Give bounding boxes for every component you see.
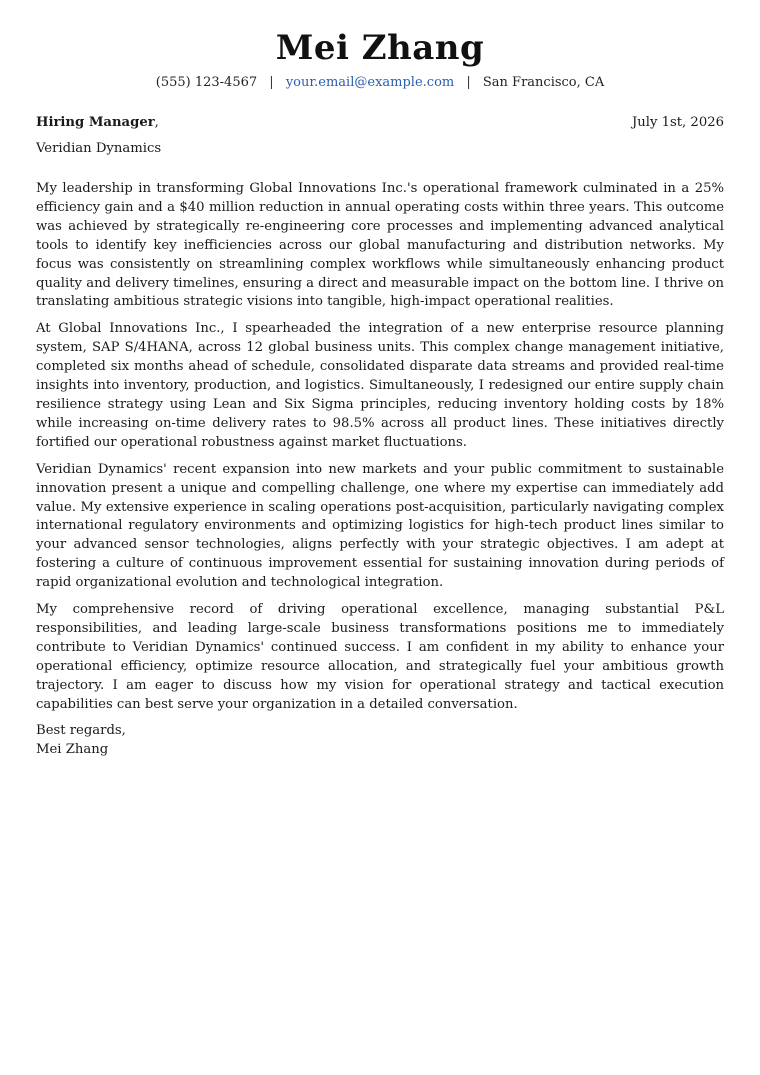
- letter-body: [36, 180, 724, 714]
- contact-line: [36, 74, 724, 92]
- phone-number: (555) 123-4567: [155, 75, 258, 90]
- body-paragraph-2: At Global Innovations Inc., I spearheaded the integration of a new enterprise resource planning system, SAP S/4HANA, across 12 global business units. This complex change management initiative, completed six months ahead of schedule, consolidated disparate data streams and provided real-time insights into inventory, production, and logistics. Simultaneously, I redesigned our entire supply chain resilience strategy using Lean and Six Sigma principles, reducing inventory holding costs by 18% while increasing on-time delivery rates to 98.5% across all product lines. These initiatives directly fortified our operational robustness against market fluctuations.: [36, 321, 724, 450]
- closing-signature: Mei Zhang: [36, 742, 109, 758]
- body-paragraph-1: My leadership in transforming Global Innovations Inc.'s operational framework culminated in a 25% efficiency gain and a $40 million reduction in annual operating costs within three years. This outcome was achieved by strategically re-engineering core processes and implementing advanced analytical tools to identify key inefficiencies across our global manufacturing and distribution networks. My focus was consistently on streamlining complex workflows while simultaneously enhancing product quality and delivery timelines, ensuring a direct and measurable impact on the bottom line. I thrive on translating ambitious strategic visions into tangible, high-impact operational realities.: [36, 181, 724, 310]
- recipient-name: Hiring Manager: [36, 115, 155, 130]
- letter-closing: [36, 722, 724, 760]
- closing-salutation: Best regards,: [36, 723, 126, 739]
- body-paragraph-4: My comprehensive record of driving operational excellence, managing substantial P&L responsibilities, and leading large-scale business transformations positions me to immediately contribute to Veridian Dynamics' continued success. I am confident in my ability to enhance your operational efficiency, optimize resource allocation, and strategically fuel your ambitious growth trajectory. I am eager to discuss how my vision for operational strategy and tactical execution capabilities can best serve your organization in a detailed conversation.: [36, 602, 724, 712]
- letter-header: [36, 28, 724, 92]
- location: San Francisco, CA: [482, 75, 605, 90]
- body-paragraph-3: Veridian Dynamics' recent expansion into new markets and your public commitment to sustainable innovation present a unique and compelling challenge, one where my expertise can immediately add value. My extensive experience in scaling operations post-acquisition, particularly navigating complex international regulatory environments and optimizing logistics for high-tech product lines similar to your advanced sensor technologies, aligns perfectly with your strategic objectives. I am adept at fostering a culture of continuous improvement essential for sustaining innovation during periods of rapid organizational evolution and technological integration.: [36, 461, 724, 591]
- contact-separator: |: [466, 75, 471, 90]
- applicant-name: Mei Zhang: [275, 28, 485, 68]
- email-link[interactable]: your.email@example.com: [285, 75, 455, 90]
- letter-date: July 1st, 2026: [631, 115, 724, 130]
- recipient-date-row: [36, 114, 724, 132]
- recipient-name-suffix: ,: [154, 115, 159, 130]
- recipient-company: Veridian Dynamics: [36, 141, 162, 156]
- recipient-line: [36, 114, 159, 132]
- contact-separator: |: [269, 75, 274, 90]
